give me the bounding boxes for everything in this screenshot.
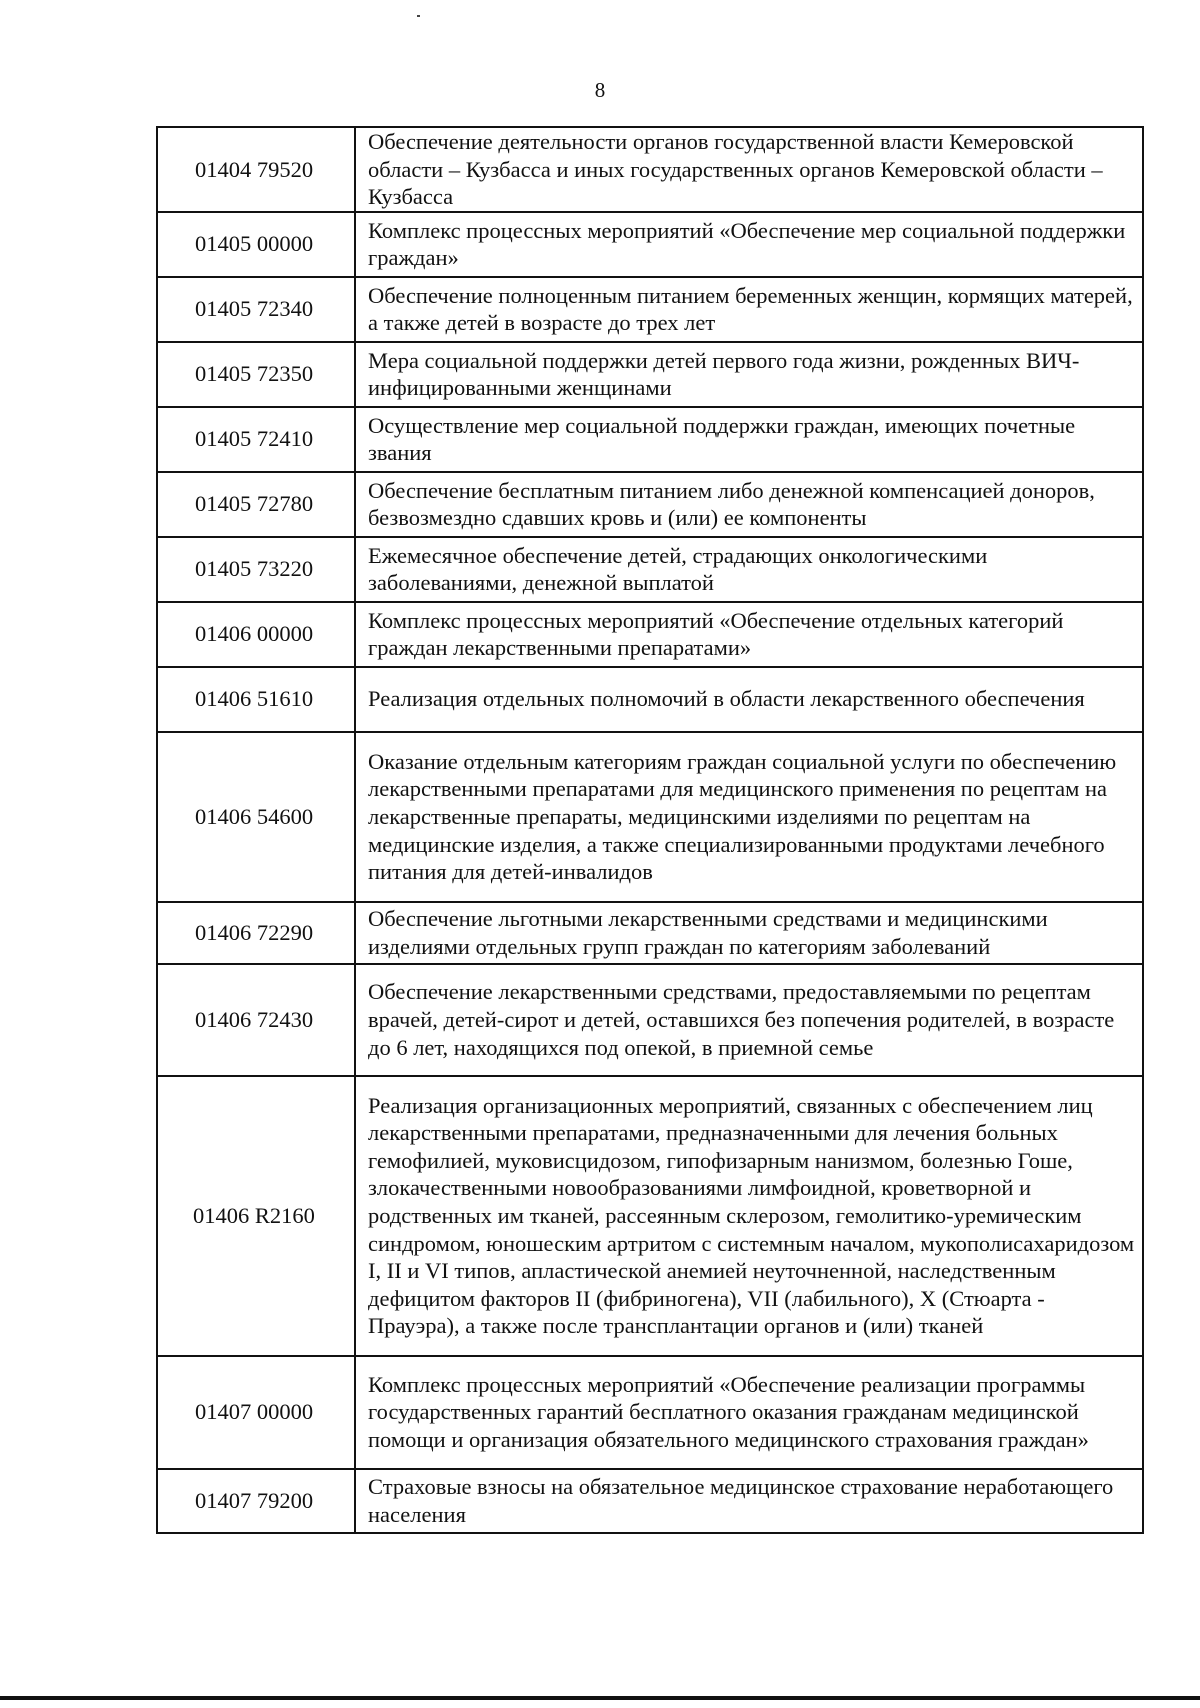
- row-code: 01407 00000: [157, 1356, 355, 1469]
- table-row: [157, 537, 1143, 602]
- row-description: Мера социальной поддержки детей первого года жизни, рожденных ВИЧ-инфицированными женщинами: [355, 342, 1143, 407]
- row-description: Реализация организационных мероприятий, связанных с обеспечением лиц лекарственными препаратами, предназначенными для лечения больных гемофилией, муковисцидозом, гипофизарным нанизмом, болезнью Гоше, злокачественными новообразованиями лимфоидной, кроветворной и родственных им тканей, рассеянным склерозом, гемолитико-уремическим синдромом, юношеским артритом с системным началом, мукополисахаридозом I, II и VI типов, апластической анемией неуточненной, наследственным дефицитом факторов II (фибриногена), VII (лабильного), X (Стюарта - Прауэра), а также после трансплантации органов и (или) тканей: [355, 1076, 1143, 1356]
- row-description: Обеспечение деятельности органов государственной власти Кемеровской области – Кузбасса и иных государственных органов Кемеровской области – Кузбасса: [355, 127, 1143, 212]
- row-code: 01406 R2160: [157, 1076, 355, 1356]
- row-description: Оказание отдельным категориям граждан социальной услуги по обеспечению лекарственными препаратами для медицинского применения по рецептам на лекарственные препараты, медицинскими изделиями по рецептам на медицинские изделия, а также специализированными продуктами лечебного питания для детей-инвалидов: [355, 732, 1143, 902]
- row-code: 01406 54600: [157, 732, 355, 902]
- row-code: 01405 72410: [157, 407, 355, 472]
- row-description: Обеспечение льготными лекарственными средствами и медицинскими изделиями отдельных групп граждан по категориям заболеваний: [355, 902, 1143, 964]
- row-description: Обеспечение полноценным питанием беременных женщин, кормящих матерей, а также детей в возрасте до трех лет: [355, 277, 1143, 342]
- table-row: [157, 667, 1143, 732]
- row-code: 01406 72430: [157, 964, 355, 1076]
- table-row: [157, 732, 1143, 902]
- table-row: [157, 902, 1143, 964]
- row-code: 01404 79520: [157, 127, 355, 212]
- row-code: 01407 79200: [157, 1469, 355, 1533]
- table-row: [157, 212, 1143, 277]
- row-description: Осуществление мер социальной поддержки граждан, имеющих почетные звания: [355, 407, 1143, 472]
- row-code: 01406 51610: [157, 667, 355, 732]
- row-description: Обеспечение лекарственными средствами, предоставляемыми по рецептам врачей, детей-сирот и детей, оставшихся без попечения родителей, в возрасте до 6 лет, находящихся под опекой, в приемной семье: [355, 964, 1143, 1076]
- table-row: [157, 277, 1143, 342]
- row-code: 01406 00000: [157, 602, 355, 667]
- table-row: [157, 342, 1143, 407]
- scan-artifact: [417, 15, 420, 17]
- row-code: 01405 73220: [157, 537, 355, 602]
- row-description: Обеспечение бесплатным питанием либо денежной компенсацией доноров, безвозмездно сдавших кровь и (или) ее компоненты: [355, 472, 1143, 537]
- table-row: [157, 1076, 1143, 1356]
- table-row: [157, 472, 1143, 537]
- row-code: 01405 72350: [157, 342, 355, 407]
- row-description: Комплекс процессных мероприятий «Обеспечение отдельных категорий граждан лекарственными препаратами»: [355, 602, 1143, 667]
- table-row: [157, 602, 1143, 667]
- table-row: [157, 407, 1143, 472]
- row-description: Реализация отдельных полномочий в области лекарственного обеспечения: [355, 667, 1143, 732]
- row-code: 01405 00000: [157, 212, 355, 277]
- row-code: 01405 72340: [157, 277, 355, 342]
- table-row: [157, 1356, 1143, 1469]
- row-description: Ежемесячное обеспечение детей, страдающих онкологическими заболеваниями, денежной выплатой: [355, 537, 1143, 602]
- row-code: 01405 72780: [157, 472, 355, 537]
- table-row: [157, 127, 1143, 212]
- row-description: Страховые взносы на обязательное медицинское страхование неработающего населения: [355, 1469, 1143, 1533]
- table-row: [157, 1469, 1143, 1533]
- row-description: Комплекс процессных мероприятий «Обеспечение мер социальной поддержки граждан»: [355, 212, 1143, 277]
- table-row: [157, 964, 1143, 1076]
- page-number: 8: [594, 78, 606, 102]
- row-code: 01406 72290: [157, 902, 355, 964]
- budget-code-table: [156, 126, 1144, 1534]
- page-bottom-border: [0, 1696, 1200, 1700]
- row-description: Комплекс процессных мероприятий «Обеспечение реализации программы государственных гарантий бесплатного оказания гражданам медицинской помощи и организация обязательного медицинского страхования граждан»: [355, 1356, 1143, 1469]
